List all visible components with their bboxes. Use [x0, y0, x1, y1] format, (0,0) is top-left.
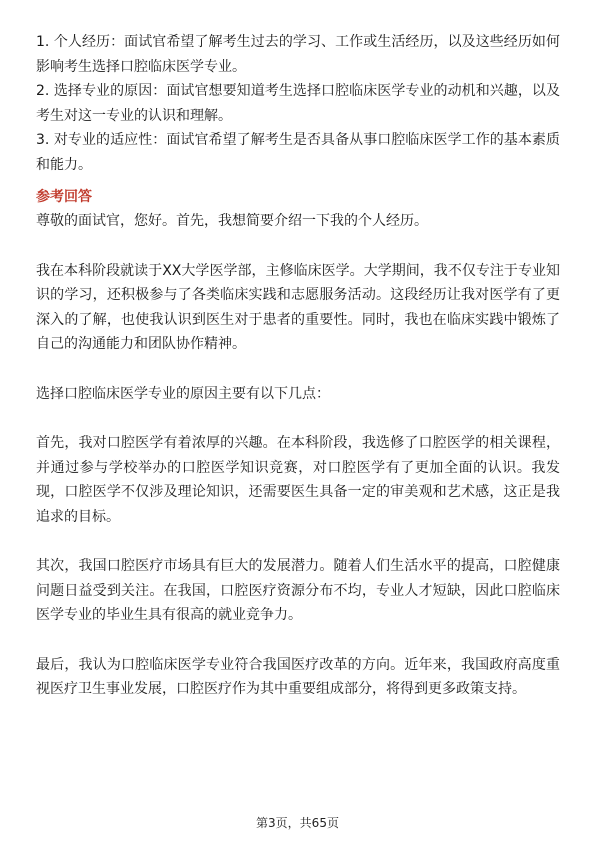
paragraph-reason-market: 其次，我国口腔医疗市场具有巨大的发展潜力。随着人们生活水平的提高，口腔健康问题日益受到关注。在我国，口腔医疗资源分布不均，专业人才短缺，因此口腔临床医学专业的毕业生具有很高的就业竞争力。: [36, 558, 560, 623]
paragraph-reason-interest: 首先，我对口腔医学有着浓厚的兴趣。在本科阶段，我选修了口腔医学的相关课程，并通过参与学校举办的口腔医学知识竞赛，对口腔医学有了更加全面的认识。我发现，口腔医学不仅涉及理论知识，还需要医生具备一定的审美观和艺术感，这正是我追求的目标。: [36, 435, 560, 525]
answer-heading: 参考回答: [36, 189, 92, 205]
paragraph-reason-policy: 最后，我认为口腔临床医学专业符合我国医疗改革的方向。近年来，我国政府高度重视医疗卫生事业发展，口腔医疗作为其中重要组成部分，将得到更多政策支持。: [36, 656, 560, 697]
spacer: [36, 406, 560, 431]
spacer: [36, 357, 560, 382]
paragraph-greeting: 尊敬的面试官，您好。首先，我想简要介绍一下我的个人经历。: [36, 213, 428, 229]
paragraph-background: 我在本科阶段就读于XX大学医学部，主修临床医学。大学期间，我不仅专注于专业知识的学习，还积极参与了各类临床实践和志愿服务活动。这段经历让我对医学有了更深入的了解，也使我认识到医生对于患者的重要性。同时，我也在临床实践中锻炼了自己的沟通能力和团队协作精神。: [36, 262, 560, 352]
paragraph-reasons-intro: 选择口腔临床医学专业的原因主要有以下几点：: [36, 385, 330, 402]
document-page: [36, 30, 560, 702]
list-item-adaptability: 3. 对专业的适应性：面试官希望了解考生是否具备从事口腔临床医学工作的基本素质和能力。: [36, 132, 560, 173]
list-item-personal-experience: 1. 个人经历：面试官希望了解考生过去的学习、工作或生活经历，以及这些经历如何影响考生选择口腔临床医学专业。: [36, 34, 560, 75]
list-item-reason-for-major: 2. 选择专业的原因：面试官想要知道考生选择口腔临床医学专业的动机和兴趣，以及考生对这一专业的认识和理解。: [36, 83, 560, 124]
spacer: [36, 628, 560, 653]
page-number-footer: 第3页，共65页: [256, 816, 339, 830]
spacer: [36, 529, 560, 554]
spacer: [36, 234, 560, 259]
